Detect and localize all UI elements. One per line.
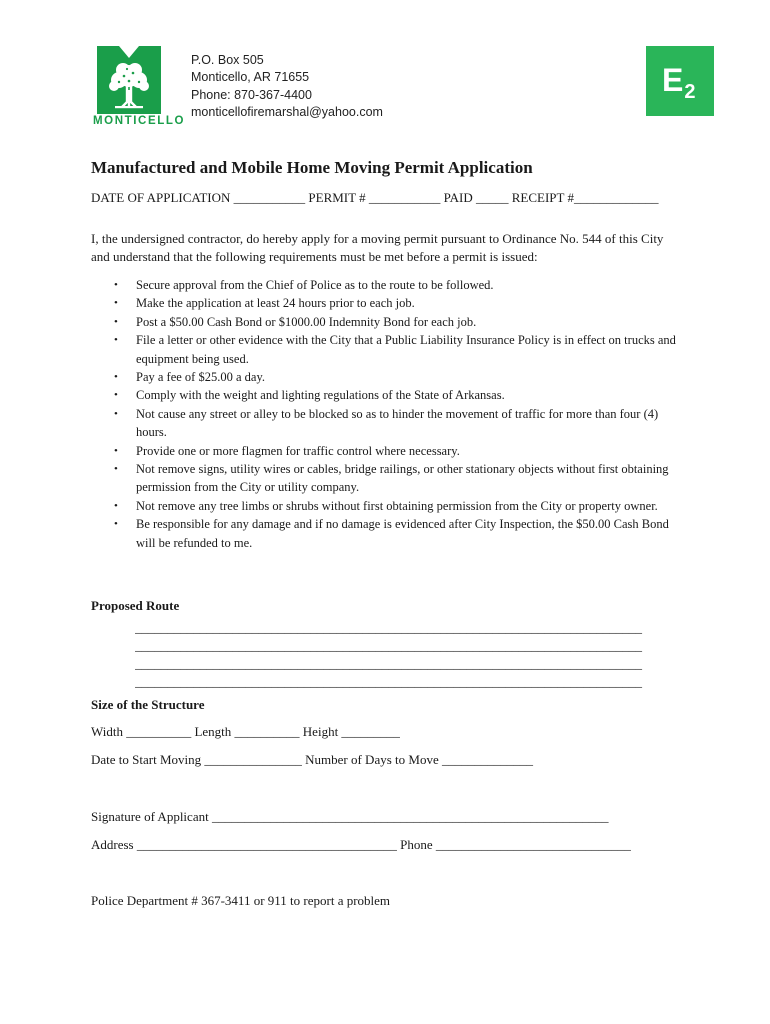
list-item: • Not remove signs, utility wires or cables, bridge railings, or other stationary objects without first obtaining permission from the City or utility company. [114, 462, 669, 495]
address-email: monticellofiremarshal@yahoo.com [191, 105, 383, 120]
address-phone: Phone: 870-367-4400 [191, 87, 312, 102]
bullet-icon: • [114, 279, 118, 291]
route-line-4[interactable]: ______________________________________________________________________________ [135, 674, 642, 689]
admin-fields-line: DATE OF APPLICATION ___________ PERMIT # ___________ PAID _____ RECEIPT #_____________ [91, 190, 659, 205]
e2-badge [646, 46, 714, 116]
bullet-icon: • [114, 518, 118, 531]
list-item: • Secure approval from the Chief of Police as to the route to be followed. [91, 276, 681, 294]
bullet-icon: • [114, 444, 118, 457]
bullet-icon: • [114, 407, 118, 420]
list-item: • Post a $50.00 Cash Bond or $1000.00 Indemnity Bond for each job. [91, 313, 681, 331]
signature-line[interactable]: Signature of Applicant _____________________________________________________________ [91, 809, 609, 824]
bullet-icon: • [114, 389, 118, 402]
list-item: • File a letter or other evidence with the City that a Public Liability Insurance Policy is in effect on trucks and equipment being used. [114, 333, 676, 366]
list-item: • Provide one or more flagmen for traffic control where necessary. [91, 442, 681, 460]
bullet-icon: • [114, 463, 118, 476]
police-contact-line: Police Department # 367-3411 or 911 to report a problem [91, 893, 391, 908]
list-item: • Comply with the weight and lighting regulations of the State of Arkansas. [91, 386, 681, 404]
address-city: Monticello, AR 71655 [191, 70, 310, 85]
page-title: Manufactured and Mobile Home Moving Permit Application [91, 158, 533, 177]
address-phone-line[interactable]: Address ________________________________________ Phone ______________________________ [91, 837, 631, 852]
e2-badge-subscript: 2 [684, 81, 696, 103]
list-item: • Not remove any tree limbs or shrubs without first obtaining permission from the City or property owner. [91, 497, 681, 515]
bullet-icon: • [114, 499, 118, 512]
list-item: • Be responsible for any damage and if no damage is evidenced after City Inspection, the $50.00 Cash Bond will be refunded to me. [114, 517, 669, 550]
address-po-box: P.O. Box 505 [191, 53, 264, 67]
moving-schedule-line[interactable]: Date to Start Moving _______________ Number of Days to Move ______________ [91, 752, 533, 767]
intro-paragraph: I, the undersigned contractor, do hereby apply for a moving permit pursuant to Ordinance No. 544 of this City and understand that the following requirements must be met before a permit is issued: [91, 231, 664, 265]
size-heading: Size of the Structure [91, 697, 205, 712]
bullet-icon: • [114, 297, 118, 310]
bullet-icon: • [114, 315, 118, 328]
route-line-2[interactable]: ______________________________________________________________________________ [135, 638, 642, 653]
dimensions-line[interactable]: Width __________ Length __________ Height _________ [91, 724, 400, 739]
route-line-3[interactable]: ______________________________________________________________________________ [135, 656, 642, 671]
list-item: • Make the application at least 24 hours prior to each job. [91, 294, 681, 312]
bullet-icon: • [114, 371, 118, 384]
e2-badge-letter: E [662, 62, 684, 98]
monticello-logo [93, 46, 186, 130]
list-item: • Pay a fee of $25.00 a day. [91, 368, 681, 386]
route-line-1[interactable]: ______________________________________________________________________________ [135, 620, 642, 635]
list-item: • Not cause any street or alley to be blocked so as to hinder the movement of traffic for more than four (4) hours. [114, 406, 659, 440]
logo-wordmark: MONTICELLO [93, 115, 186, 127]
bullet-icon: • [114, 334, 118, 347]
proposed-route-heading: Proposed Route [91, 598, 180, 613]
requirements-list [91, 276, 681, 552]
contact-block [191, 52, 383, 122]
tree-icon [97, 46, 161, 114]
e2-badge-text [662, 63, 695, 109]
